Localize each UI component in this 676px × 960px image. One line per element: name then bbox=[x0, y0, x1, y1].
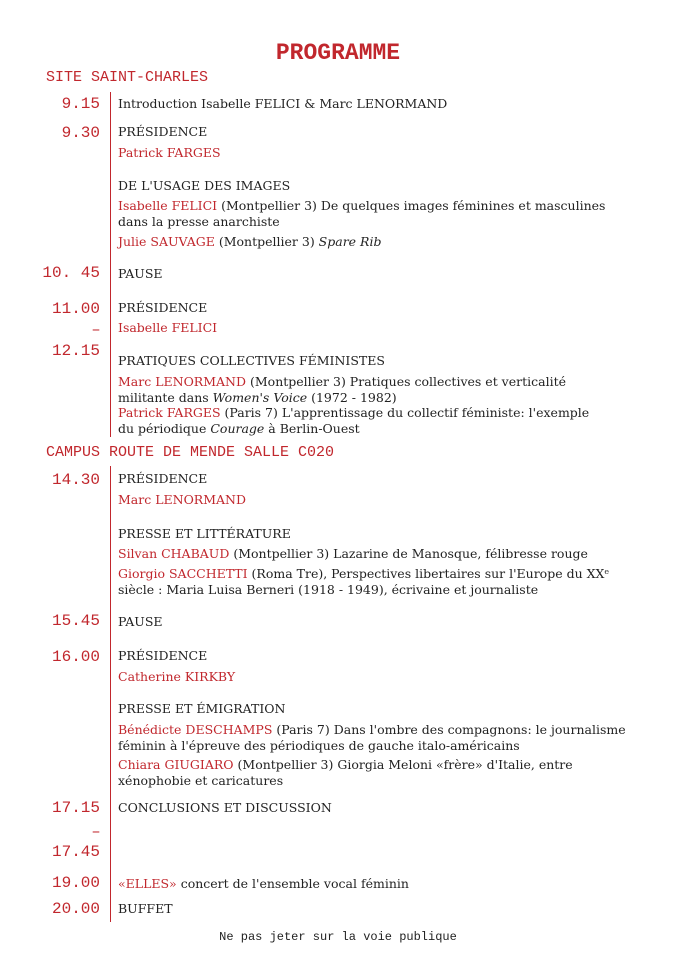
talk-text: (Montpellier 3) Lazarine de Manosque, félibresse rouge bbox=[229, 546, 588, 561]
talk-line bbox=[118, 374, 626, 390]
talk-title: Spare Rib bbox=[318, 234, 382, 249]
conclusions-label: CONCLUSIONS ET DISCUSSION bbox=[118, 800, 332, 815]
talk-line bbox=[118, 566, 626, 582]
time-20-00: 20.00 bbox=[51, 900, 100, 918]
talk-title: Courage bbox=[210, 421, 265, 436]
talk-line-cont: siècle : Maria Luisa Berneri (1918 - 1949), écrivaine et journaliste bbox=[118, 582, 539, 597]
talk-text: militante dans bbox=[118, 390, 213, 405]
presidence-label: PRÉSIDENCE bbox=[118, 300, 208, 315]
buffet-label: BUFFET bbox=[118, 901, 173, 916]
time-14-30: 14.30 bbox=[51, 471, 100, 489]
talk-text: (Paris 7) L'apprentissage du collectif féministe: l'exemple bbox=[220, 405, 590, 420]
president-name: Isabelle FELICI bbox=[118, 320, 218, 335]
page-title: PROGRAMME bbox=[275, 40, 401, 66]
talk-text: (Paris 7) Dans l'ombre des compagnons: le journalisme bbox=[272, 722, 626, 737]
timeline-rule bbox=[110, 92, 111, 437]
time-12-15: 12.15 bbox=[51, 342, 100, 360]
talk-title: Women's Voice bbox=[212, 390, 308, 405]
speaker-name: Marc LENORMAND bbox=[118, 374, 247, 389]
president-name: Marc LENORMAND bbox=[118, 492, 247, 507]
talk-line bbox=[118, 722, 626, 738]
time-17-15: 17.15 bbox=[51, 799, 100, 817]
speaker-name: Giorgio SACCHETTI bbox=[118, 566, 248, 581]
section-heading-saint-charles: SITE SAINT-CHARLES bbox=[46, 69, 209, 86]
talk-line-cont: dans la presse anarchiste bbox=[118, 214, 280, 229]
talk-line-cont: féminin à l'épreuve des périodiques de gauche italo-américains bbox=[118, 738, 520, 753]
time-15-45: 15.45 bbox=[51, 612, 100, 630]
president-name: Catherine KIRKBY bbox=[118, 669, 236, 684]
theme-heading: PRESSE ET ÉMIGRATION bbox=[118, 701, 286, 716]
president-name: Patrick FARGES bbox=[118, 145, 221, 160]
talk-line bbox=[118, 405, 626, 421]
time-16-00: 16.00 bbox=[51, 648, 100, 666]
pause-label: PAUSE bbox=[118, 266, 163, 281]
time-range-dash: – bbox=[92, 821, 100, 840]
footer-note: Ne pas jeter sur la voie publique bbox=[219, 930, 457, 944]
talk-text: (Montpellier 3) Pratiques collectives et verticalité bbox=[246, 374, 567, 389]
talk-line bbox=[118, 546, 626, 562]
timeline-rule bbox=[110, 466, 111, 922]
time-19-00: 19.00 bbox=[51, 874, 100, 892]
concert-line bbox=[118, 876, 626, 892]
talk-text: (Montpellier 3) bbox=[214, 234, 319, 249]
concert-text: concert de l'ensemble vocal féminin bbox=[176, 876, 409, 891]
theme-heading: PRESSE ET LITTÉRATURE bbox=[118, 526, 291, 541]
talk-line bbox=[118, 198, 626, 214]
talk-text: (Montpellier 3) De quelques images féminines et masculines bbox=[217, 198, 606, 213]
talk-line-cont: xénophobie et caricatures bbox=[118, 773, 284, 788]
talk-text: (Montpellier 3) Giorgia Meloni «frère» d'Italie, entre bbox=[233, 757, 573, 772]
section-heading-campus: CAMPUS ROUTE DE MENDE SALLE C020 bbox=[46, 444, 335, 461]
theme-heading: DE L'USAGE DES IMAGES bbox=[118, 178, 291, 193]
talk-text: à Berlin-Ouest bbox=[264, 421, 360, 436]
speaker-name: Bénédicte DESCHAMPS bbox=[118, 722, 273, 737]
theme-heading: PRATIQUES COLLECTIVES FÉMINISTES bbox=[118, 353, 385, 368]
speaker-name: Isabelle FELICI bbox=[118, 198, 218, 213]
talk-line bbox=[118, 234, 626, 250]
presidence-label: PRÉSIDENCE bbox=[118, 471, 208, 486]
talk-line-cont bbox=[118, 390, 626, 406]
concert-name: «ELLES» bbox=[118, 876, 177, 891]
time-9-15: 9.15 bbox=[61, 95, 100, 113]
time-10-45: 10. 45 bbox=[42, 264, 100, 282]
speaker-name: Silvan CHABAUD bbox=[118, 546, 230, 561]
talk-text: du périodique bbox=[118, 421, 211, 436]
speaker-name: Patrick FARGES bbox=[118, 405, 221, 420]
speaker-name: Julie SAUVAGE bbox=[118, 234, 215, 249]
time-range-dash: – bbox=[92, 319, 100, 338]
time-11-00: 11.00 bbox=[51, 300, 100, 318]
speaker-name: Chiara GIUGIARO bbox=[118, 757, 234, 772]
talk-line bbox=[118, 757, 626, 773]
time-9-30: 9.30 bbox=[61, 124, 100, 142]
presidence-label: PRÉSIDENCE bbox=[118, 124, 208, 139]
pause-label: PAUSE bbox=[118, 614, 163, 629]
presidence-label: PRÉSIDENCE bbox=[118, 648, 208, 663]
time-17-45: 17.45 bbox=[51, 843, 100, 861]
talk-text: (1972 - 1982) bbox=[307, 390, 397, 405]
talk-line-cont bbox=[118, 421, 626, 437]
talk-text: (Roma Tre), Perspectives libertaires sur l'Europe du XXᵉ bbox=[247, 566, 610, 581]
intro-line: Introduction Isabelle FELICI & Marc LENORMAND bbox=[118, 96, 448, 111]
